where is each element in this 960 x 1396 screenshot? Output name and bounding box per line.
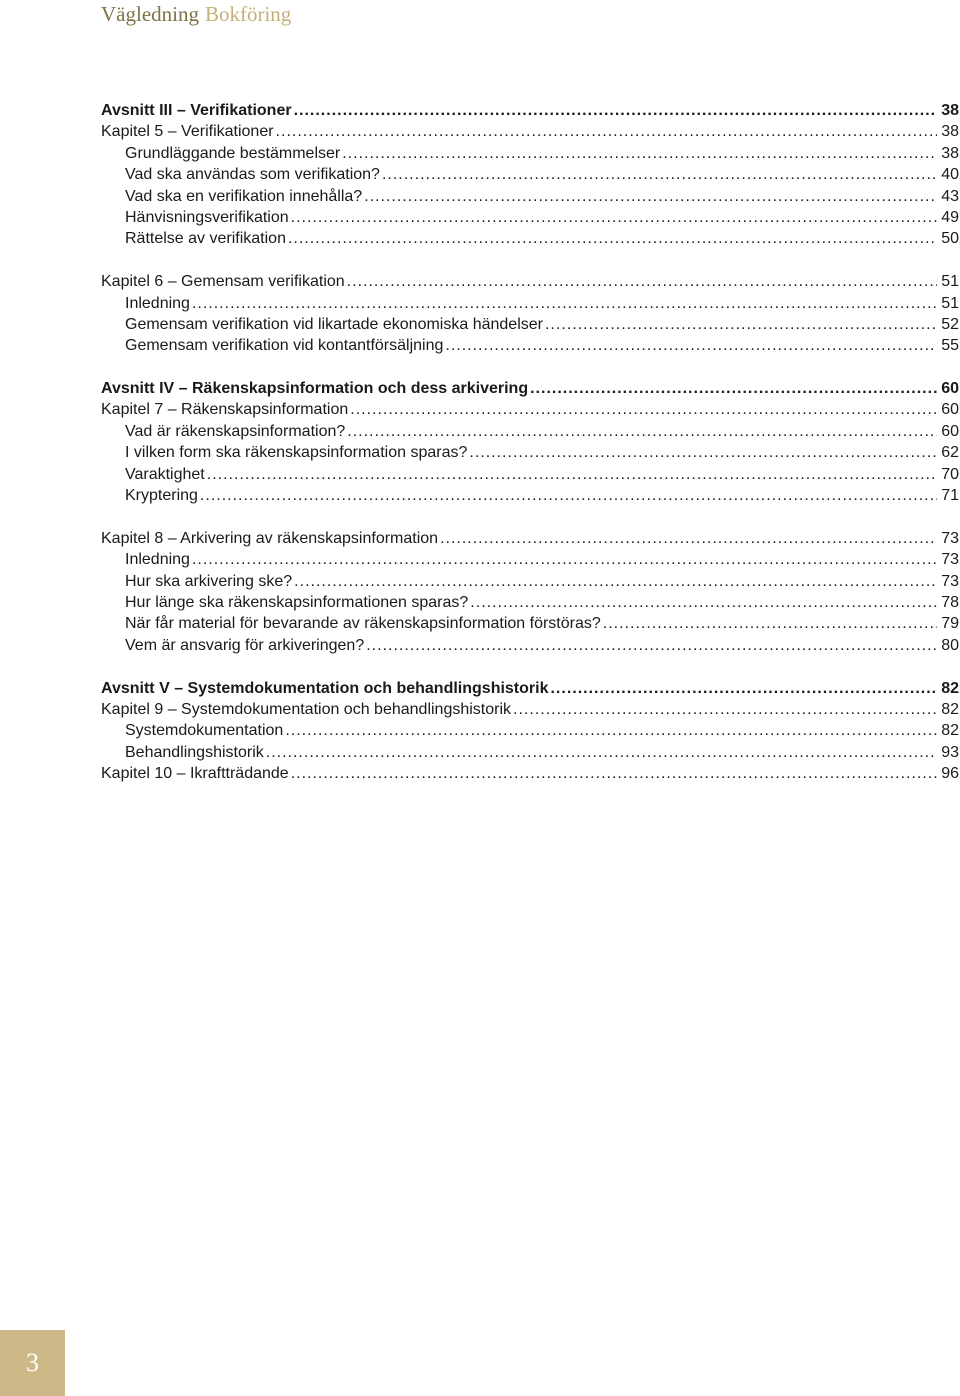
toc-leader-dots bbox=[469, 442, 937, 463]
toc-entry[interactable] bbox=[101, 528, 959, 549]
toc-leader-dots bbox=[294, 571, 937, 592]
table-of-contents bbox=[101, 100, 959, 785]
header-title: Vägledning bbox=[101, 2, 199, 26]
toc-entry-title: Avsnitt V – Systemdokumentation och behandlingshistorik bbox=[101, 679, 549, 697]
toc-entry-title: Vad ska en verifikation innehålla? bbox=[125, 187, 363, 205]
toc-leader-dots bbox=[207, 464, 937, 485]
toc-entry-title: Kapitel 8 – Arkivering av räkenskapsinformation bbox=[101, 529, 439, 547]
toc-entry-title: Kapitel 6 – Gemensam verifikation bbox=[101, 273, 345, 291]
toc-entry[interactable] bbox=[101, 143, 959, 164]
toc-leader-dots bbox=[200, 485, 937, 506]
page-number-badge bbox=[0, 1330, 65, 1396]
toc-entry-title: Kapitel 9 – Systemdokumentation och behandlingshistorik bbox=[101, 700, 512, 718]
toc-entry-title: Kapitel 5 – Verifikationer bbox=[101, 123, 274, 141]
toc-entry-page: 38 bbox=[941, 144, 959, 162]
toc-entry-title: Gemensam verifikation vid kontantförsäljning bbox=[125, 337, 444, 355]
toc-entry-title: Grundläggande bestämmelser bbox=[125, 144, 341, 162]
toc-entry-page: 78 bbox=[941, 593, 959, 611]
toc-leader-dots bbox=[294, 100, 937, 121]
toc-leader-dots bbox=[470, 592, 937, 613]
toc-entry-title: Hur länge ska räkenskapsinformationen sparas? bbox=[125, 593, 469, 611]
toc-entry[interactable] bbox=[101, 763, 959, 784]
toc-entry[interactable] bbox=[101, 592, 959, 613]
toc-entry[interactable] bbox=[101, 720, 959, 741]
toc-leader-dots bbox=[550, 678, 937, 699]
toc-entry-title: Behandlingshistorik bbox=[125, 743, 264, 761]
toc-leader-dots bbox=[342, 143, 937, 164]
toc-leader-dots bbox=[291, 763, 937, 784]
toc-entry-title: Varaktighet bbox=[125, 465, 205, 483]
toc-entry[interactable] bbox=[101, 335, 959, 356]
toc-leader-dots bbox=[291, 207, 937, 228]
toc-entry-title: Hänvisningsverifikation bbox=[125, 208, 289, 226]
toc-entry[interactable] bbox=[101, 635, 959, 656]
toc-entry-page: 51 bbox=[941, 273, 959, 291]
toc-entry[interactable] bbox=[101, 100, 959, 121]
toc-entry[interactable] bbox=[101, 228, 959, 249]
toc-entry-page: 82 bbox=[941, 722, 959, 740]
toc-entry-page: 73 bbox=[941, 551, 959, 569]
toc-entry[interactable] bbox=[101, 442, 959, 463]
toc-entry-page: 80 bbox=[941, 636, 959, 654]
toc-entry[interactable] bbox=[101, 571, 959, 592]
toc-leader-dots bbox=[285, 720, 937, 741]
toc-entry-title: Inledning bbox=[125, 551, 190, 569]
toc-entry-page: 82 bbox=[941, 679, 959, 697]
toc-entry-page: 73 bbox=[941, 529, 959, 547]
toc-leader-dots bbox=[545, 314, 937, 335]
toc-entry[interactable] bbox=[101, 186, 959, 207]
toc-entry-page: 38 bbox=[941, 123, 959, 141]
toc-entry[interactable] bbox=[101, 164, 959, 185]
toc-entry-title: Inledning bbox=[125, 294, 190, 312]
toc-entry[interactable] bbox=[101, 207, 959, 228]
toc-entry-page: 60 bbox=[941, 380, 959, 398]
toc-entry-title: Systemdokumentation bbox=[125, 722, 284, 740]
toc-entry-page: 38 bbox=[941, 102, 959, 119]
toc-entry-page: 49 bbox=[941, 208, 959, 226]
toc-entry-page: 60 bbox=[941, 401, 959, 419]
toc-entry-page: 55 bbox=[941, 337, 959, 355]
toc-entry-title: Kryptering bbox=[125, 487, 198, 505]
toc-leader-dots bbox=[445, 335, 937, 356]
toc-entry[interactable] bbox=[101, 293, 959, 314]
toc-entry[interactable] bbox=[101, 742, 959, 763]
toc-entry[interactable] bbox=[101, 271, 959, 292]
toc-entry-page: 51 bbox=[941, 294, 959, 312]
toc-leader-dots bbox=[350, 399, 937, 420]
toc-leader-dots bbox=[288, 228, 937, 249]
header-subtitle: Bokföring bbox=[204, 2, 292, 26]
toc-leader-dots bbox=[266, 742, 937, 763]
toc-entry-page: 71 bbox=[941, 487, 959, 505]
toc-leader-dots bbox=[364, 186, 937, 207]
toc-entry[interactable] bbox=[101, 678, 959, 699]
toc-entry-page: 96 bbox=[941, 765, 959, 783]
toc-entry-page: 40 bbox=[941, 166, 959, 184]
toc-entry-page: 82 bbox=[941, 700, 959, 718]
toc-entry[interactable] bbox=[101, 314, 959, 335]
toc-entry-title: Gemensam verifikation vid likartade ekonomiska händelser bbox=[125, 315, 543, 333]
toc-entry-title: När får material för bevarande av räkenskapsinformation förstöras? bbox=[125, 615, 601, 633]
toc-entry-page: 60 bbox=[941, 422, 959, 440]
toc-leader-dots bbox=[347, 421, 937, 442]
toc-leader-dots bbox=[513, 699, 937, 720]
toc-leader-dots bbox=[603, 613, 937, 634]
toc-entry-title: Kapitel 7 – Räkenskapsinformation bbox=[101, 401, 349, 419]
toc-entry-page: 52 bbox=[941, 315, 959, 333]
toc-entry[interactable] bbox=[101, 699, 959, 720]
toc-entry-title: I vilken form ska räkenskapsinformation sparas? bbox=[125, 444, 468, 462]
toc-entry-title: Vad ska användas som verifikation? bbox=[125, 166, 380, 184]
toc-leader-dots bbox=[440, 528, 937, 549]
toc-entry-page: 93 bbox=[941, 743, 959, 761]
toc-entry[interactable] bbox=[101, 399, 959, 420]
toc-entry-page: 43 bbox=[941, 187, 959, 205]
page-number: 3 bbox=[26, 1348, 39, 1377]
toc-entry-title: Avsnitt III – Verifikationer bbox=[101, 102, 292, 119]
toc-leader-dots bbox=[192, 549, 937, 570]
toc-entry-page: 73 bbox=[941, 572, 959, 590]
toc-entry-title: Vem är ansvarig för arkiveringen? bbox=[125, 636, 365, 654]
toc-leader-dots bbox=[347, 271, 937, 292]
toc-leader-dots bbox=[192, 293, 937, 314]
toc-entry[interactable] bbox=[101, 378, 959, 399]
toc-entry-page: 50 bbox=[941, 230, 959, 248]
toc-entry-page: 70 bbox=[941, 465, 959, 483]
toc-entry[interactable] bbox=[101, 421, 959, 442]
toc-entry-title: Avsnitt IV – Räkenskapsinformation och dess arkivering bbox=[101, 380, 529, 398]
toc-leader-dots bbox=[382, 164, 937, 185]
running-header bbox=[101, 0, 291, 28]
toc-entry-title: Rättelse av verifikation bbox=[125, 230, 286, 248]
toc-leader-dots bbox=[276, 121, 937, 142]
toc-leader-dots bbox=[366, 635, 937, 656]
toc-entry-title: Kapitel 10 – Ikraftträdande bbox=[101, 765, 289, 783]
toc-entry[interactable] bbox=[101, 121, 959, 142]
toc-entry-page: 62 bbox=[941, 444, 959, 462]
toc-entry[interactable] bbox=[101, 549, 959, 570]
toc-entry-title: Hur ska arkivering ske? bbox=[125, 572, 293, 590]
toc-entry-page: 79 bbox=[941, 615, 959, 633]
toc-entry[interactable] bbox=[101, 613, 959, 634]
toc-entry-title: Vad är räkenskapsinformation? bbox=[125, 422, 346, 440]
toc-entry[interactable] bbox=[101, 464, 959, 485]
toc-entry[interactable] bbox=[101, 485, 959, 506]
toc-leader-dots bbox=[530, 378, 937, 399]
